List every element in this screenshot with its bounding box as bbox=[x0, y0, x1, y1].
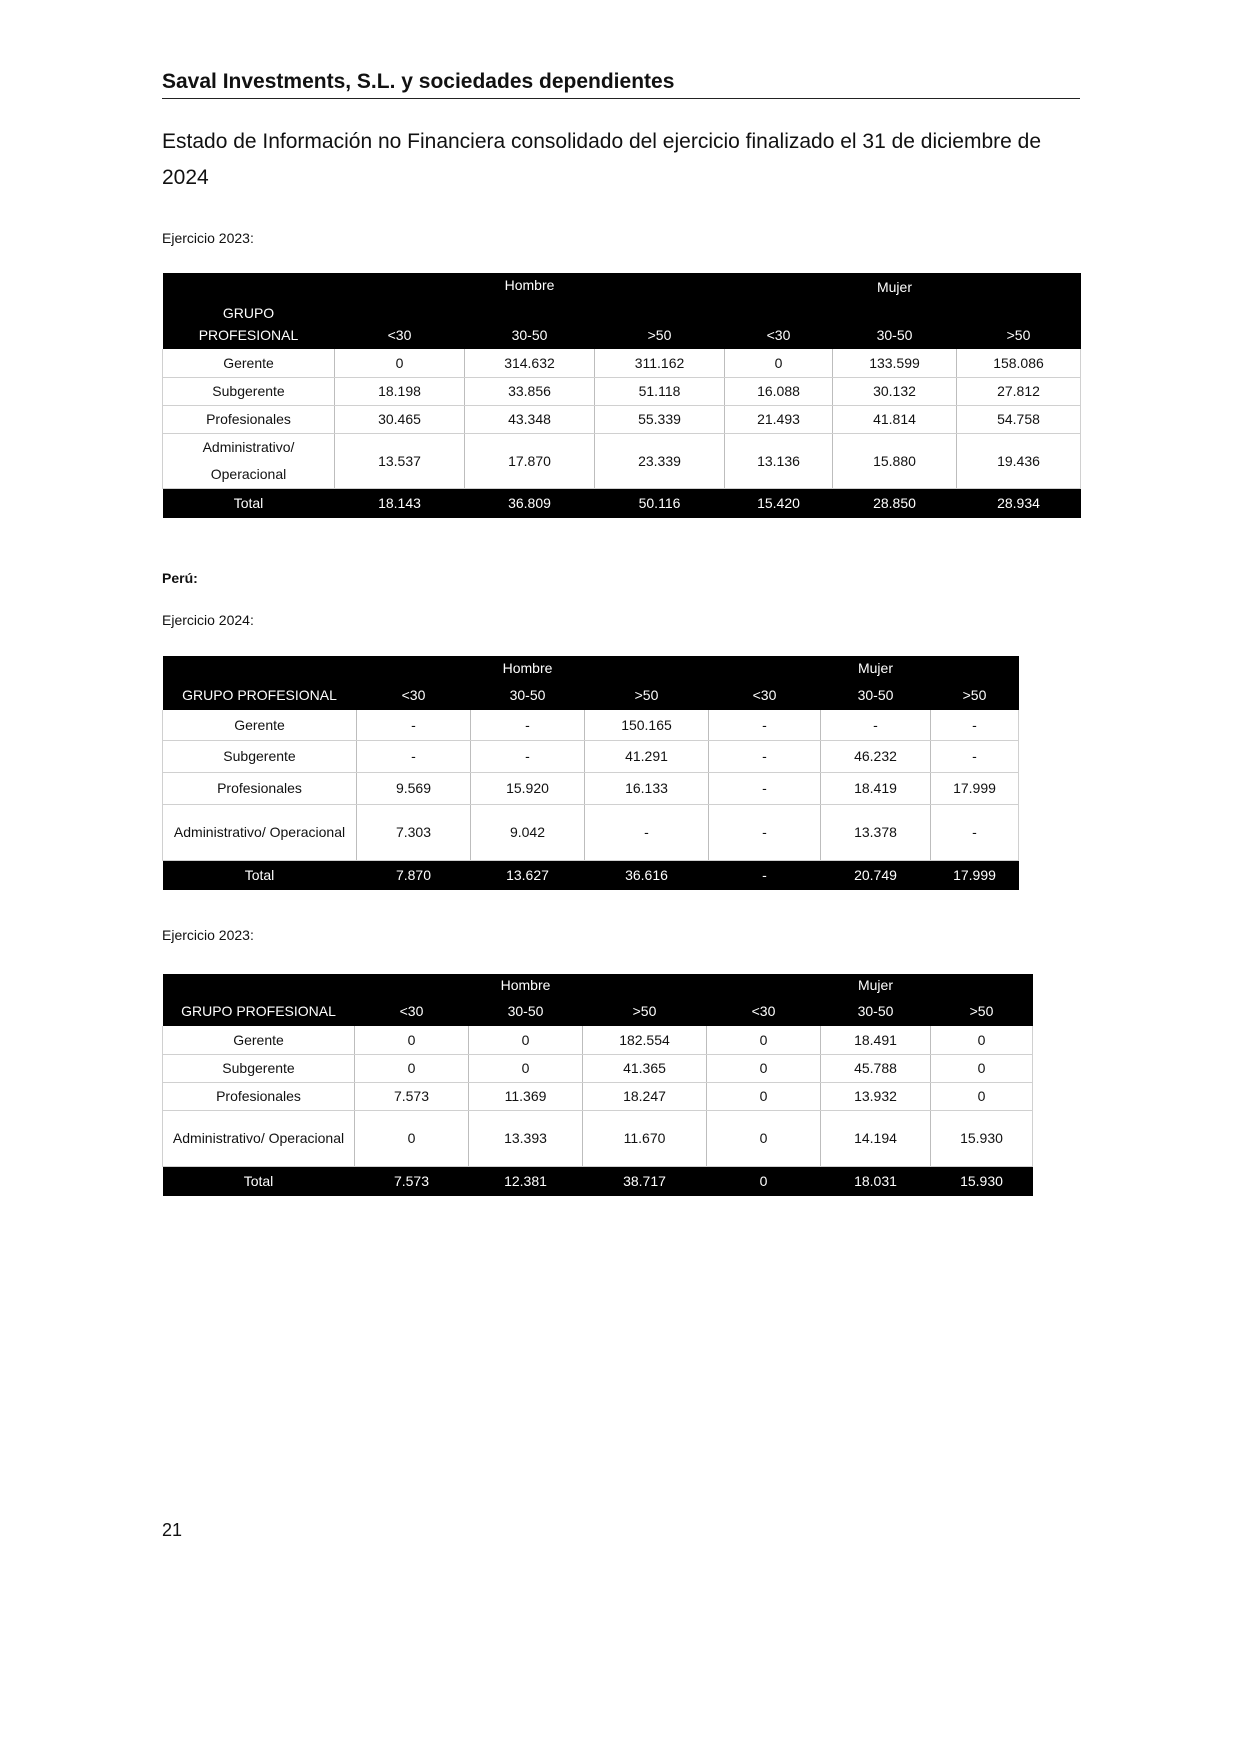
cell: 23.339 bbox=[595, 433, 725, 488]
cell: 11.369 bbox=[469, 1082, 583, 1110]
cell: 30.132 bbox=[833, 377, 957, 405]
cell: - bbox=[931, 710, 1019, 740]
cell: 9.569 bbox=[357, 772, 471, 804]
cell: 7.303 bbox=[357, 804, 471, 860]
cell: 17.999 bbox=[931, 860, 1019, 890]
cell: 0 bbox=[469, 1026, 583, 1054]
cell: 0 bbox=[335, 349, 465, 377]
row-label: Total bbox=[163, 1166, 355, 1196]
row-label: Gerente bbox=[163, 349, 335, 377]
cell: 15.420 bbox=[725, 488, 833, 518]
cell: 9.042 bbox=[471, 804, 585, 860]
table-row bbox=[163, 804, 1019, 860]
cell: - bbox=[471, 710, 585, 740]
cell: 0 bbox=[469, 1054, 583, 1082]
table3-group-label: GRUPO PROFESIONAL bbox=[163, 996, 355, 1026]
cell: 13.627 bbox=[471, 860, 585, 890]
table-total-row bbox=[163, 1166, 1033, 1196]
cell: 16.088 bbox=[725, 377, 833, 405]
cell: 0 bbox=[355, 1110, 469, 1166]
cell: 12.381 bbox=[469, 1166, 583, 1196]
cell: 41.291 bbox=[585, 740, 709, 772]
cell: 16.133 bbox=[585, 772, 709, 804]
col-header: 30-50 bbox=[821, 996, 931, 1026]
table-row bbox=[163, 377, 1081, 405]
cell: 27.812 bbox=[957, 377, 1081, 405]
table1-group-label: GRUPO bbox=[163, 273, 335, 321]
table-total-row bbox=[163, 860, 1019, 890]
cell: - bbox=[709, 860, 821, 890]
row-label: Subgerente bbox=[163, 1054, 355, 1082]
row-label: Administrativo/ Operacional bbox=[163, 804, 357, 860]
row-label: Subgerente bbox=[163, 740, 357, 772]
table-row bbox=[163, 433, 1081, 488]
table-row bbox=[163, 772, 1019, 804]
row-label: Gerente bbox=[163, 1026, 355, 1054]
cell: 0 bbox=[707, 1026, 821, 1054]
table3-mujer-header: Mujer bbox=[821, 974, 931, 996]
cell: - bbox=[709, 772, 821, 804]
table-row bbox=[163, 740, 1019, 772]
cell: - bbox=[709, 804, 821, 860]
cell: 7.870 bbox=[357, 860, 471, 890]
cell: 133.599 bbox=[833, 349, 957, 377]
cell: 38.717 bbox=[583, 1166, 707, 1196]
cell: 13.932 bbox=[821, 1082, 931, 1110]
cell: 50.116 bbox=[595, 488, 725, 518]
row-label: Profesionales bbox=[163, 405, 335, 433]
cell: 28.934 bbox=[957, 488, 1081, 518]
cell: 13.136 bbox=[725, 433, 833, 488]
row-label: Subgerente bbox=[163, 377, 335, 405]
cell: 311.162 bbox=[595, 349, 725, 377]
company-name: Saval Investments, S.L. y sociedades dependientes bbox=[162, 70, 1080, 99]
table3-hombre-header: Hombre bbox=[469, 974, 583, 996]
col-header: 30-50 bbox=[465, 321, 595, 349]
cell: 15.920 bbox=[471, 772, 585, 804]
table-row bbox=[163, 1082, 1033, 1110]
document-subtitle: Estado de Información no Financiera consolidado del ejercicio finalizado el 31 de diciembre de 2024 bbox=[162, 130, 1042, 189]
cell: - bbox=[931, 804, 1019, 860]
cell: 158.086 bbox=[957, 349, 1081, 377]
col-header: <30 bbox=[725, 321, 833, 349]
cell: 13.537 bbox=[335, 433, 465, 488]
cell: 51.118 bbox=[595, 377, 725, 405]
cell: 11.670 bbox=[583, 1110, 707, 1166]
cell: 33.856 bbox=[465, 377, 595, 405]
cell: 7.573 bbox=[355, 1166, 469, 1196]
col-header: <30 bbox=[357, 680, 471, 710]
cell: 30.465 bbox=[335, 405, 465, 433]
table-row bbox=[163, 1054, 1033, 1082]
table-row bbox=[163, 710, 1019, 740]
cell: 17.999 bbox=[931, 772, 1019, 804]
cell: 18.491 bbox=[821, 1026, 931, 1054]
cell: 15.880 bbox=[833, 433, 957, 488]
cell: - bbox=[931, 740, 1019, 772]
col-header: >50 bbox=[595, 321, 725, 349]
cell: 18.031 bbox=[821, 1166, 931, 1196]
row-label: Profesionales bbox=[163, 772, 357, 804]
cell: 0 bbox=[355, 1026, 469, 1054]
cell: 13.378 bbox=[821, 804, 931, 860]
col-header: >50 bbox=[585, 680, 709, 710]
cell: - bbox=[357, 740, 471, 772]
row-label: Administrativo/ Operacional bbox=[163, 1110, 355, 1166]
cell: - bbox=[821, 710, 931, 740]
col-header: <30 bbox=[335, 321, 465, 349]
col-header: >50 bbox=[931, 680, 1019, 710]
cell: 17.870 bbox=[465, 433, 595, 488]
cell: 18.247 bbox=[583, 1082, 707, 1110]
cell: 0 bbox=[707, 1054, 821, 1082]
row-label: Gerente bbox=[163, 710, 357, 740]
table1-mujer-header: Mujer bbox=[833, 273, 957, 321]
cell: 36.616 bbox=[585, 860, 709, 890]
cell: 15.930 bbox=[931, 1110, 1033, 1166]
table1-group-label-2: PROFESIONAL bbox=[163, 321, 335, 349]
cell: 36.809 bbox=[465, 488, 595, 518]
cell: 41.814 bbox=[833, 405, 957, 433]
cell: 21.493 bbox=[725, 405, 833, 433]
col-header: 30-50 bbox=[821, 680, 931, 710]
table-row bbox=[163, 349, 1081, 377]
cell: 0 bbox=[725, 349, 833, 377]
table-row bbox=[163, 1110, 1033, 1166]
cell: 28.850 bbox=[833, 488, 957, 518]
page-number: 21 bbox=[162, 1520, 183, 1540]
cell: 0 bbox=[931, 1082, 1033, 1110]
cell: 0 bbox=[931, 1054, 1033, 1082]
cell: 43.348 bbox=[465, 405, 595, 433]
cell: 314.632 bbox=[465, 349, 595, 377]
table1 bbox=[162, 273, 1081, 518]
table-row bbox=[163, 405, 1081, 433]
table3 bbox=[162, 974, 1033, 1196]
cell: 14.194 bbox=[821, 1110, 931, 1166]
col-header: >50 bbox=[957, 321, 1081, 349]
col-header: 30-50 bbox=[833, 321, 957, 349]
cell: 45.788 bbox=[821, 1054, 931, 1082]
section-peru: Perú: bbox=[162, 570, 198, 586]
cell: 0 bbox=[931, 1026, 1033, 1054]
cell: - bbox=[585, 804, 709, 860]
col-header: 30-50 bbox=[469, 996, 583, 1026]
col-header: <30 bbox=[355, 996, 469, 1026]
cell: 15.930 bbox=[931, 1166, 1033, 1196]
cell: - bbox=[709, 740, 821, 772]
cell: 55.339 bbox=[595, 405, 725, 433]
cell: 20.749 bbox=[821, 860, 931, 890]
col-header: <30 bbox=[707, 996, 821, 1026]
table2 bbox=[162, 656, 1019, 890]
cell: 0 bbox=[707, 1110, 821, 1166]
cell: 18.143 bbox=[335, 488, 465, 518]
cell: 0 bbox=[707, 1082, 821, 1110]
row-label: Administrativo/ Operacional bbox=[163, 433, 335, 488]
col-header: <30 bbox=[709, 680, 821, 710]
col-header: 30-50 bbox=[471, 680, 585, 710]
cell: 46.232 bbox=[821, 740, 931, 772]
table2-hombre-header: Hombre bbox=[471, 656, 585, 680]
cell: - bbox=[471, 740, 585, 772]
row-label: Total bbox=[163, 860, 357, 890]
cell: 18.198 bbox=[335, 377, 465, 405]
table2-group-label: GRUPO PROFESIONAL bbox=[163, 680, 357, 710]
table2-label: Ejercicio 2024: bbox=[162, 612, 254, 628]
cell: 150.165 bbox=[585, 710, 709, 740]
table1-label: Ejercicio 2023: bbox=[162, 230, 254, 246]
row-label: Profesionales bbox=[163, 1082, 355, 1110]
cell: 19.436 bbox=[957, 433, 1081, 488]
cell: 18.419 bbox=[821, 772, 931, 804]
table-total-row bbox=[163, 488, 1081, 518]
table1-hombre-header: Hombre bbox=[465, 273, 595, 321]
cell: 13.393 bbox=[469, 1110, 583, 1166]
cell: 182.554 bbox=[583, 1026, 707, 1054]
cell: 7.573 bbox=[355, 1082, 469, 1110]
col-header: >50 bbox=[931, 996, 1033, 1026]
table3-label: Ejercicio 2023: bbox=[162, 927, 254, 943]
cell: - bbox=[709, 710, 821, 740]
row-label: Total bbox=[163, 488, 335, 518]
table2-mujer-header: Mujer bbox=[821, 656, 931, 680]
cell: - bbox=[357, 710, 471, 740]
cell: 0 bbox=[707, 1166, 821, 1196]
cell: 54.758 bbox=[957, 405, 1081, 433]
cell: 0 bbox=[355, 1054, 469, 1082]
col-header: >50 bbox=[583, 996, 707, 1026]
table-row bbox=[163, 1026, 1033, 1054]
cell: 41.365 bbox=[583, 1054, 707, 1082]
